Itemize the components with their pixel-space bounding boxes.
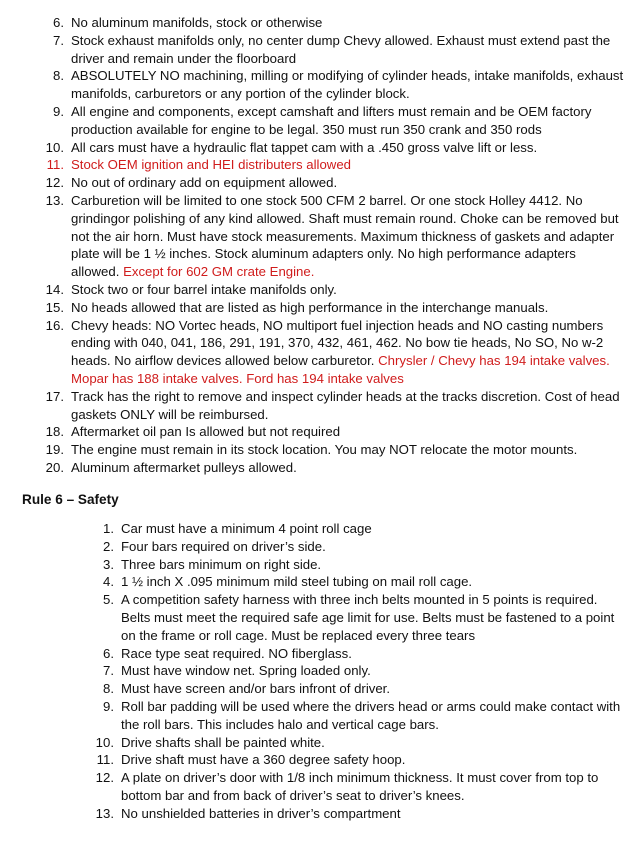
rule-number: 3.	[103, 556, 114, 572]
rule-number: 19.	[45, 442, 64, 458]
rule-text	[121, 591, 626, 644]
rule-text	[71, 156, 626, 174]
rule-item	[22, 192, 626, 281]
rule-item	[88, 538, 626, 556]
rule-text-highlight: Stock OEM ignition and HEI distributers allowed	[71, 157, 351, 173]
rule-number: 13.	[45, 192, 64, 208]
rule-text-segment: Must have screen and/or bars infront of driver.	[121, 681, 391, 697]
rule-text-segment: Carburetion will be limited to one stock 500 CFM 2 barrel. Or one stock Holley 4412. No grindingor polishing of any kind allowed. Shaft must remain round. Choke can be removed but not the air horn. Must have stock measurements. Maximum thickness of gaskets and adapter plate will be 1 ½ inches. Stock aluminum adapters only. No high performance adapters allowed.	[71, 192, 619, 280]
rule-number: 11.	[96, 752, 114, 768]
rule-text	[121, 769, 626, 805]
rule-item	[22, 174, 626, 192]
rule-text	[71, 103, 626, 139]
rule-text	[71, 423, 626, 441]
rule-number: 1.	[103, 521, 114, 536]
rule-number: 6.	[103, 645, 114, 661]
rule-text	[71, 317, 626, 388]
rule-item	[88, 734, 626, 752]
rule-text	[71, 174, 626, 192]
rule-number: 16.	[45, 317, 64, 333]
rule-text	[71, 459, 626, 477]
section-heading-safety: Rule 6 – Safety	[22, 492, 119, 507]
rule-text-segment: Drive shafts shall be painted white.	[121, 734, 325, 750]
rule-number: 17.	[45, 388, 64, 404]
rule-text-segment: Car must have a minimum 4 point roll cage	[121, 521, 372, 536]
rule-number: 12.	[45, 175, 64, 191]
rule-text-segment: Must have window net. Spring loaded only.	[121, 663, 371, 679]
rule-text-segment: Drive shaft must have a 360 degree safety hoop.	[121, 752, 406, 768]
rule-item	[22, 67, 626, 103]
rule-number: 12.	[95, 770, 114, 786]
rule-text	[71, 388, 626, 424]
rule-number: 8.	[53, 68, 64, 84]
rule-item	[88, 698, 626, 734]
rule-number: 7.	[103, 663, 114, 679]
rule-number: 2.	[103, 538, 114, 554]
rule-item	[88, 573, 626, 591]
rule-text-segment: No unshielded batteries in driver’s compartment	[121, 805, 401, 821]
rule-text-segment: Aluminum aftermarket pulleys allowed.	[71, 459, 297, 475]
rule-text-segment: The engine must remain in its stock location. You may NOT relocate the motor mounts.	[71, 442, 578, 458]
rule-number: 4.	[103, 574, 114, 590]
rule-item	[22, 32, 626, 68]
rule-number: 10.	[45, 139, 64, 155]
rule-text	[121, 680, 626, 698]
rule-text-segment: Stock exhaust manifolds only, no center dump Chevy allowed. Exhaust must extend past the driver and remain under the floorboard	[71, 32, 611, 66]
rule-item	[22, 441, 626, 459]
rule-text-segment: A plate on driver’s door with 1/8 inch minimum thickness. It must cover from top to bottom bar and from back of driver’s seat to driver’s knees.	[121, 770, 599, 803]
rule-text-highlight: Except for 602 GM crate Engine.	[123, 264, 315, 280]
rule-number: 5.	[103, 592, 114, 608]
rule-text-segment: Aftermarket oil pan Is allowed but not required	[71, 424, 341, 440]
rule-number: 10.	[95, 734, 114, 750]
rule-item	[22, 103, 626, 139]
rule-text-segment: Roll bar padding will be used where the drivers head or arms could make contact with the roll bars. This includes halo and vertical cage bars.	[121, 698, 621, 732]
rule-text	[121, 751, 626, 769]
rule-item	[22, 299, 626, 317]
rule-text	[71, 32, 626, 68]
rule-text	[121, 573, 626, 591]
rule-text-segment: No aluminum manifolds, stock or otherwise	[71, 15, 323, 30]
rule-number: 11.	[46, 157, 64, 173]
rule-item	[22, 317, 626, 388]
rule-text	[121, 662, 626, 680]
rule-number: 20.	[45, 459, 64, 475]
rule-item	[22, 139, 626, 157]
rule-text-segment: Track has the right to remove and inspect cylinder heads at the tracks discretion. Cost of head gaskets ONLY will be reimbursed.	[71, 388, 620, 422]
rule-text-segment: All engine and components, except camshaft and lifters must remain and be OEM factory production available for engine to be legal. 350 must run 350 crank and 350 rods	[71, 103, 592, 137]
rule-item	[22, 14, 626, 32]
rule-item	[88, 769, 626, 805]
rule-number: 9.	[103, 698, 114, 714]
rule-item	[88, 645, 626, 663]
rule-item	[22, 281, 626, 299]
rule-text-segment: All cars must have a hydraulic flat tappet cam with a .450 gross valve lift or less.	[71, 139, 538, 155]
rule-item	[88, 520, 626, 538]
rule-text	[121, 805, 626, 823]
rule-number: 13.	[95, 805, 114, 821]
rule-item	[22, 423, 626, 441]
engine-rules-list	[22, 14, 626, 477]
rule-number: 7.	[53, 32, 64, 48]
rule-text	[121, 734, 626, 752]
rule-item	[88, 751, 626, 769]
rule-text-segment: Race type seat required. NO fiberglass.	[121, 645, 352, 661]
rule-text	[121, 538, 626, 556]
rule-item	[22, 388, 626, 424]
rule-item	[88, 805, 626, 823]
rule-text	[71, 139, 626, 157]
rule-item	[88, 662, 626, 680]
rule-item	[88, 556, 626, 574]
rule-number: 8.	[103, 681, 114, 697]
rule-item	[88, 680, 626, 698]
rule-number: 18.	[45, 424, 64, 440]
rule-item	[22, 156, 626, 174]
rule-number: 15.	[45, 299, 64, 315]
rule-text	[71, 299, 626, 317]
rule-text	[121, 520, 626, 538]
rule-text	[71, 281, 626, 299]
rule-item	[22, 459, 626, 477]
rule-text-segment: 1 ½ inch X .095 minimum mild steel tubing on mail roll cage.	[121, 574, 473, 590]
rule-text	[71, 192, 626, 281]
rule-text	[71, 441, 626, 459]
rule-number: 9.	[53, 103, 64, 119]
rule-text	[121, 556, 626, 574]
rule-text-segment: Chevy heads: NO Vortec heads, NO multiport fuel injection heads and NO casting numbers ending with 040, 041, 186, 291, 191, 370, 432, 461, 462. No bow tie heads, No SO, No w-2 heads. No airflow devices allowed below carburetor.	[71, 317, 604, 369]
rule-text-segment: Three bars minimum on right side.	[121, 556, 322, 572]
rule-text-segment: No out of ordinary add on equipment allowed.	[71, 175, 338, 191]
rule-text-segment: No heads allowed that are listed as high performance in the interchange manuals.	[71, 299, 549, 315]
rule-text-segment: A competition safety harness with three inch belts mounted in 5 points is required. Belts must meet the required safe age limit for use. Belts must be fastened to a point on the frame or roll cage. Must be replaced every three tears	[121, 592, 615, 643]
rule-text-segment: ABSOLUTELY NO machining, milling or modifying of cylinder heads, intake manifolds, exhaust manifolds, carburetors or any portion of the cylinder block.	[71, 68, 624, 102]
rule-number: 6.	[53, 15, 64, 30]
rule-text-segment: Stock two or four barrel intake manifolds only.	[71, 281, 337, 297]
rule-text-segment: Four bars required on driver’s side.	[121, 538, 326, 554]
rule-text	[71, 14, 626, 32]
rule-text	[121, 645, 626, 663]
rule-text	[121, 698, 626, 734]
rule-item	[88, 591, 626, 644]
rule-text-highlight: Chrysler / Chevy has 194 intake valves. Mopar has 188 intake valves. Ford has 194 intake valves	[71, 353, 610, 386]
safety-rules-list	[88, 520, 626, 823]
rule-text	[71, 67, 626, 103]
rule-number: 14.	[45, 281, 64, 297]
